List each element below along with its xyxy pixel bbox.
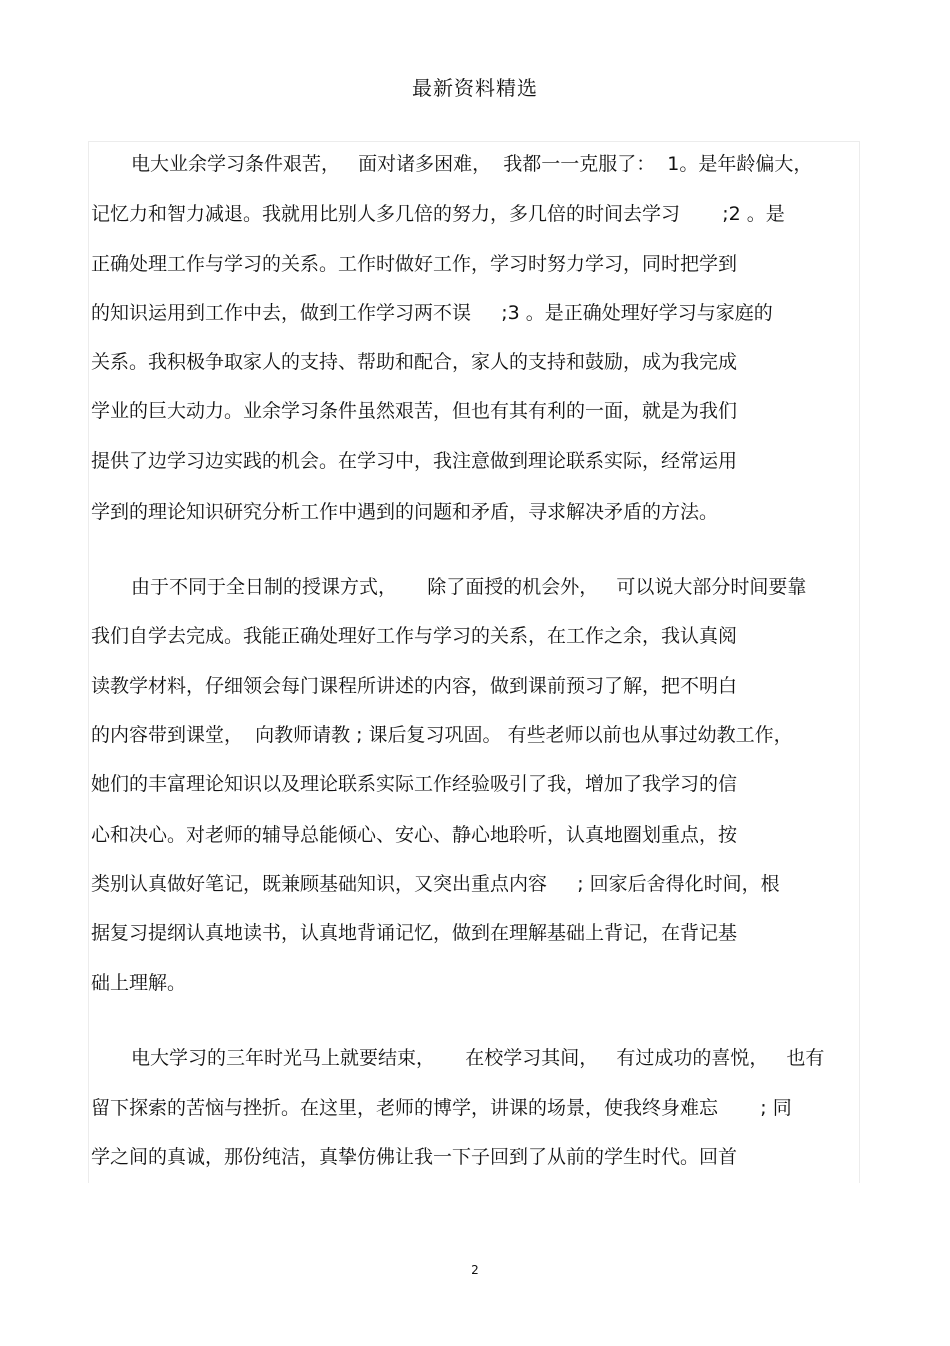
paragraph-3-line-3: 学之间的真诚，那份纯洁，真挚仿佛让我一下子回到了从前的学生时代。回首: [91, 1146, 738, 1168]
paragraph-1-line-4: 的知识运用到工作中去，做到工作学习两不误 ;3 。是正确处理好学习与家庭的: [91, 302, 773, 324]
paragraph-3-line-2: 留下探索的苦恼与挫折。在这里，老师的博学，讲课的场景，使我终身难忘 ; 同: [91, 1097, 792, 1119]
paragraph-2-line-4: 的内容带到课堂， 向教师请教 ; 课后复习巩固。 有些老师以前也从事过幼教工作，: [91, 724, 793, 746]
paragraph-1-line-1: 电大业余学习条件艰苦， 面对诸多困难， 我都一一克服了： 1。是年龄偏大，: [131, 153, 813, 175]
paragraph-1-line-2: 记忆力和智力减退。我就用比别人多几倍的努力，多几倍的时间去学习 ;2 。是: [91, 203, 785, 225]
paragraph-1-line-5: 关系。我积极争取家人的支持、帮助和配合，家人的支持和鼓励，成为我完成: [91, 351, 738, 373]
paragraph-1-line-6: 学业的巨大动力。业余学习条件虽然艰苦，但也有其有利的一面，就是为我们: [91, 400, 738, 422]
document-body: [88, 141, 860, 1183]
page-number: 2: [471, 1263, 479, 1277]
paragraph-1-line-3: 正确处理工作与学习的关系。工作时做好工作，学习时努力学习，同时把学到: [91, 253, 738, 275]
paragraph-3-line-1: 电大学习的三年时光马上就要结束， 在校学习其间， 有过成功的喜悦， 也有: [131, 1047, 825, 1069]
paragraph-2-line-6: 心和决心。对老师的辅导总能倾心、安心、静心地聆听，认真地圈划重点，按: [91, 824, 738, 846]
page-header-title: 最新资料精选: [412, 76, 538, 100]
paragraph-1-line-7: 提供了边学习边实践的机会。在学习中，我注意做到理论联系实际，经常运用: [91, 450, 738, 472]
paragraph-2-line-1: 由于不同于全日制的授课方式， 除了面授的机会外， 可以说大部分时间要靠: [131, 576, 807, 598]
paragraph-2-line-5: 她们的丰富理论知识以及理论联系实际工作经验吸引了我，增加了我学习的信: [91, 773, 738, 795]
paragraph-2-line-3: 读教学材料，仔细领会每门课程所讲述的内容，做到课前预习了解，把不明白: [91, 675, 738, 697]
paragraph-2-line-8: 据复习提纲认真地读书，认真地背诵记忆，做到在理解基础上背记，在背记基: [91, 922, 738, 944]
paragraph-2-line-2: 我们自学去完成。我能正确处理好工作与学习的关系，在工作之余，我认真阅: [91, 625, 738, 647]
paragraph-2-line-9: 础上理解。: [91, 972, 187, 994]
paragraph-2-line-7: 类别认真做好笔记，既兼顾基础知识，又突出重点内容 ; 回家后舍得化时间，根: [91, 873, 780, 895]
paragraph-1-line-8: 学到的理论知识研究分析工作中遇到的问题和矛盾，寻求解决矛盾的方法。: [91, 501, 719, 523]
